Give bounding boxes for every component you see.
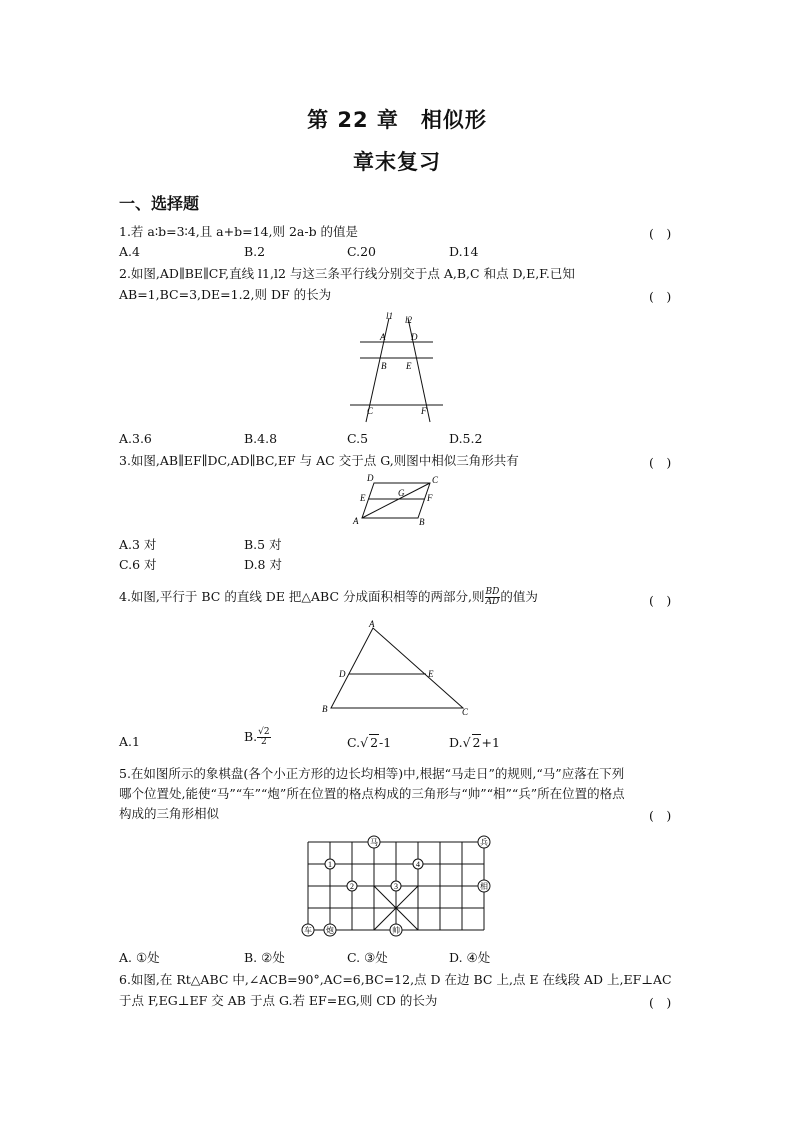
q4-option-b-den: 2	[261, 737, 267, 747]
question-4-text-before: 4.如图,平行于 BC 的直线 DE 把△ABC 分成面积相等的两部分,则	[119, 589, 485, 604]
q4-option-d-prefix: D.	[449, 735, 463, 750]
question-1-answer-paren: ( )	[649, 226, 672, 241]
piece-bing-label: 兵	[480, 838, 488, 847]
q2-option-a: A.3.6	[119, 431, 152, 446]
question-3-answer-paren: ( )	[649, 455, 672, 470]
q1-option-d: D.14	[449, 244, 479, 259]
question-5-chessboard	[296, 831, 500, 943]
piece-bing	[478, 836, 490, 848]
label-f: F	[427, 493, 433, 503]
piece-xiang	[478, 880, 490, 892]
point-4	[413, 859, 423, 869]
question-2-text-line1: 2.如图,AD∥BE∥CF,直线 l1,l2 与这三条平行线分别交于点 A,B,C 和点 D,E,F.已知	[119, 266, 575, 281]
question-3-text: 3.如图,AB∥EF∥DC,AD∥BC,EF 与 AC 交于点 G,则图中相似三角形共有	[119, 453, 519, 468]
q2-option-c: C.5	[347, 431, 369, 446]
point-3	[391, 881, 401, 891]
q5-option-b: B. ②处	[244, 950, 285, 965]
q4-option-c-prefix: C.	[347, 735, 361, 750]
label-b: B	[419, 517, 425, 527]
point-2-label: 2	[350, 882, 354, 891]
piece-pao	[324, 924, 336, 936]
label-e: E	[360, 493, 366, 503]
point-3-label: 3	[394, 882, 398, 891]
q3-option-d: D.8 对	[244, 557, 282, 572]
piece-ma-label: 马	[370, 838, 378, 847]
fraction-numerator: BD	[485, 587, 500, 597]
label-g: G	[398, 488, 405, 498]
question-1-text: 1.若 a∶b=3∶4,且 a+b=14,则 2a-b 的值是	[119, 224, 359, 239]
q4-option-d-radicand: 2	[472, 735, 481, 750]
piece-che	[302, 924, 314, 936]
label-d: D	[367, 473, 374, 483]
point-1	[325, 859, 335, 869]
piece-che-label: 车	[304, 926, 312, 935]
q1-option-b: B.2	[244, 244, 266, 259]
point-1-label: 1	[328, 860, 332, 869]
question-4-answer-paren: ( )	[649, 593, 672, 608]
label-d: D	[411, 332, 418, 342]
q2-option-b: B.4.8	[244, 431, 278, 446]
q2-option-d: D.5.2	[449, 431, 483, 446]
question-4-text-after: 的值为	[500, 589, 538, 604]
point-2	[347, 881, 357, 891]
q4-option-c-radicand: 2	[370, 735, 379, 750]
q4-option-b-num: √2	[258, 727, 270, 737]
label-a: A	[369, 619, 375, 629]
question-6-text-line1: 6.如图,在 Rt△ABC 中,∠ACB=90°,AC=6,BC=12,点 D 在边 BC 上,点 E 在线段 AD 上,EF⊥AC	[119, 972, 672, 987]
label-c: C	[462, 707, 469, 717]
question-3-figure	[345, 472, 455, 530]
q3-option-b: B.5 对	[244, 537, 282, 552]
q4-option-c: C.√ 2-1	[347, 735, 392, 750]
chapter-title: 第 22 章 相似形	[307, 108, 487, 132]
page-subtitle: 章末复习	[353, 150, 441, 174]
piece-pao-label: 炮	[326, 926, 334, 935]
q1-option-a: A.4	[119, 244, 140, 259]
q1-option-c: C.20	[347, 244, 376, 259]
label-b: B	[322, 704, 328, 714]
piece-shuai	[390, 924, 402, 936]
question-4-figure	[318, 618, 478, 718]
q5-option-a: A. ①处	[119, 950, 160, 965]
section-title: 一、选择题	[119, 194, 200, 213]
question-5-answer-paren: ( )	[649, 808, 672, 823]
question-4-text	[119, 582, 538, 612]
question-5-text-line3: 构成的三角形相似	[119, 806, 220, 821]
question-5-text-line1: 5.在如图所示的象棋盘(各个小正方形的边长均相等)中,根据“马走日”的规则,“马”应落在下列	[119, 766, 625, 781]
q5-option-c: C. ③处	[347, 950, 388, 965]
question-6-answer-paren: ( )	[649, 995, 672, 1010]
label-a: A	[353, 516, 359, 526]
question-5-text-line2: 哪个位置处,能使“马”“车”“炮”所在位置的格点构成的三角形与“帅”“相”“兵”所在位置的格点	[119, 786, 625, 801]
label-c: C	[432, 475, 439, 485]
question-2-text-line2: AB=1,BC=3,DE=1.2,则 DF 的长为	[119, 287, 332, 302]
q4-option-b	[244, 728, 271, 747]
q4-option-d: D.√ 2+1	[449, 735, 500, 750]
q4-option-a: A.1	[119, 734, 140, 749]
label-b: B	[381, 361, 387, 371]
label-l1: l1	[386, 311, 394, 321]
question-6-text-line2: 于点 F,EG⊥EF 交 AB 于点 G.若 EF=EG,则 CD 的长为	[119, 993, 438, 1008]
question-2-answer-paren: ( )	[649, 289, 672, 304]
q4-option-b-prefix: B.	[244, 729, 258, 744]
fraction-bd-over-ad	[485, 588, 501, 607]
question-2-figure	[345, 308, 455, 428]
piece-shuai-label: 帅	[392, 926, 400, 935]
label-a: A	[380, 332, 386, 342]
q3-option-c: C.6 对	[119, 557, 157, 572]
label-f: F	[421, 406, 427, 416]
q4-option-c-suffix: -1	[379, 735, 392, 750]
triangle-abc	[331, 628, 463, 708]
point-4-label: 4	[416, 860, 420, 869]
label-e: E	[428, 669, 434, 679]
label-d: D	[339, 669, 346, 679]
label-l2: l2	[405, 315, 413, 325]
q4-option-d-suffix: +1	[481, 735, 500, 750]
q3-option-a: A.3 对	[119, 537, 157, 552]
fraction-denominator: AD	[485, 597, 500, 607]
label-e: E	[406, 361, 412, 371]
piece-ma	[368, 836, 380, 848]
label-c: C	[367, 406, 374, 416]
q4-option-b-fraction	[257, 728, 270, 747]
piece-xiang-label: 相	[480, 882, 488, 891]
q5-option-d: D. ④处	[449, 950, 491, 965]
